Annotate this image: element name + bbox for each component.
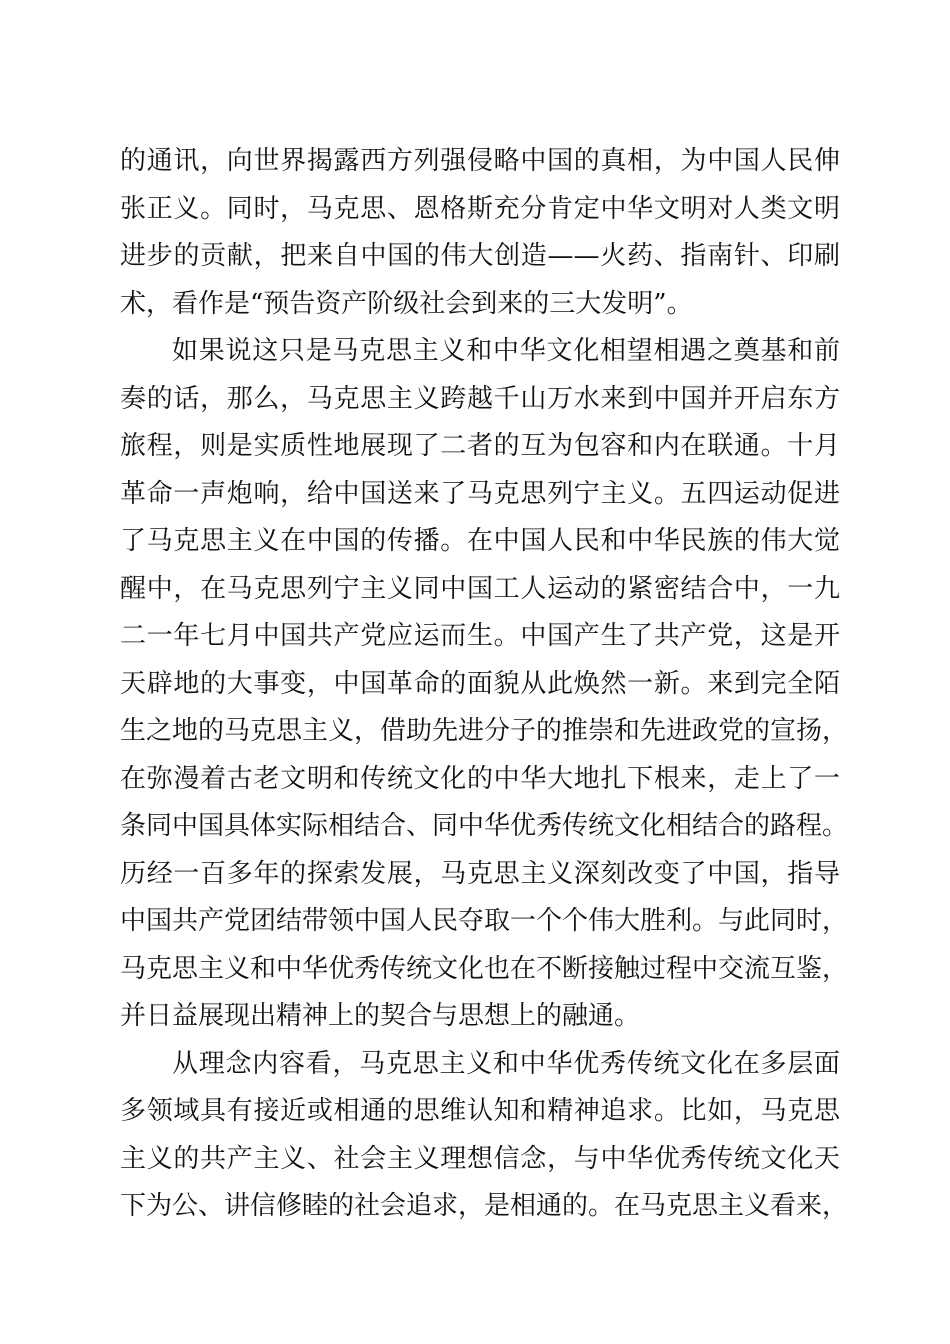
text-line: 如果说这只是马克思主义和中华文化相望相遇之奠基和前 — [172, 336, 840, 366]
paragraph — [120, 328, 849, 1041]
text-line: 醒中，在马克思列宁主义同中国工人运动的紧密结合中，一九 — [120, 573, 840, 604]
text-line: 天辟地的大事变，中国革命的面貌从此焕然一新。来到完全陌 — [120, 668, 840, 699]
text-line: 二一年七月中国共产党应运而生。中国产生了共产党，这是开 — [120, 621, 840, 651]
text-line: 历经一百多年的探索发展，马克思主义深刻改变了中国，指导 — [120, 858, 840, 889]
text-line: 奏的话，那么，马克思主义跨越千山万水来到中国并开启东方 — [120, 383, 840, 414]
text-line: 的通讯，向世界揭露西方列强侵略中国的真相，为中国人民伸 — [120, 146, 840, 176]
text-line: 旅程，则是实质性地展现了二者的互为包容和内在联通。十月 — [120, 431, 840, 461]
text-line: 条同中国具体实际相结合、同中华优秀传统文化相结合的路程。 — [120, 811, 849, 841]
text-line: 马克思主义和中华优秀传统文化也在不断接触过程中交流互鉴， — [120, 953, 849, 984]
text-line: 革命一声炮响，给中国送来了马克思列宁主义。五四运动促进 — [120, 478, 840, 509]
text-line: 并日益展现出精神上的契合与思想上的融通。 — [120, 1001, 641, 1031]
text-line: 主义的共产主义、社会主义理想信念，与中华优秀传统文化天 — [120, 1143, 840, 1174]
text-line: 张正义。同时，马克思、恩格斯充分肯定中华文明对人类文明 — [120, 193, 840, 224]
text-line: 了马克思主义在中国的传播。在中国人民和中华民族的伟大觉 — [120, 526, 840, 556]
paragraph — [120, 1041, 849, 1231]
text-line: 生之地的马克思主义，借助先进分子的推崇和先进政党的宣扬， — [120, 716, 849, 746]
text-line: 术，看作是“预告资产阶级社会到来的三大发明”。 — [120, 288, 693, 319]
text-line: 在弥漫着古老文明和传统文化的中华大地扎下根来，走上了一 — [120, 763, 840, 794]
text-line: 从理念内容看，马克思主义和中华优秀传统文化在多层面 — [172, 1048, 840, 1079]
text-line: 进步的贡献，把来自中国的伟大创造——火药、指南针、印刷 — [120, 241, 840, 271]
text-line: 下为公、讲信修睦的社会追求，是相通的。在马克思主义看来， — [120, 1191, 849, 1221]
body-text — [120, 138, 849, 1231]
paragraph — [120, 138, 840, 328]
text-line: 中国共产党团结带领中国人民夺取一个个伟大胜利。与此同时， — [120, 906, 849, 936]
text-line: 多领域具有接近或相通的思维认知和精神追求。比如，马克思 — [120, 1096, 840, 1126]
